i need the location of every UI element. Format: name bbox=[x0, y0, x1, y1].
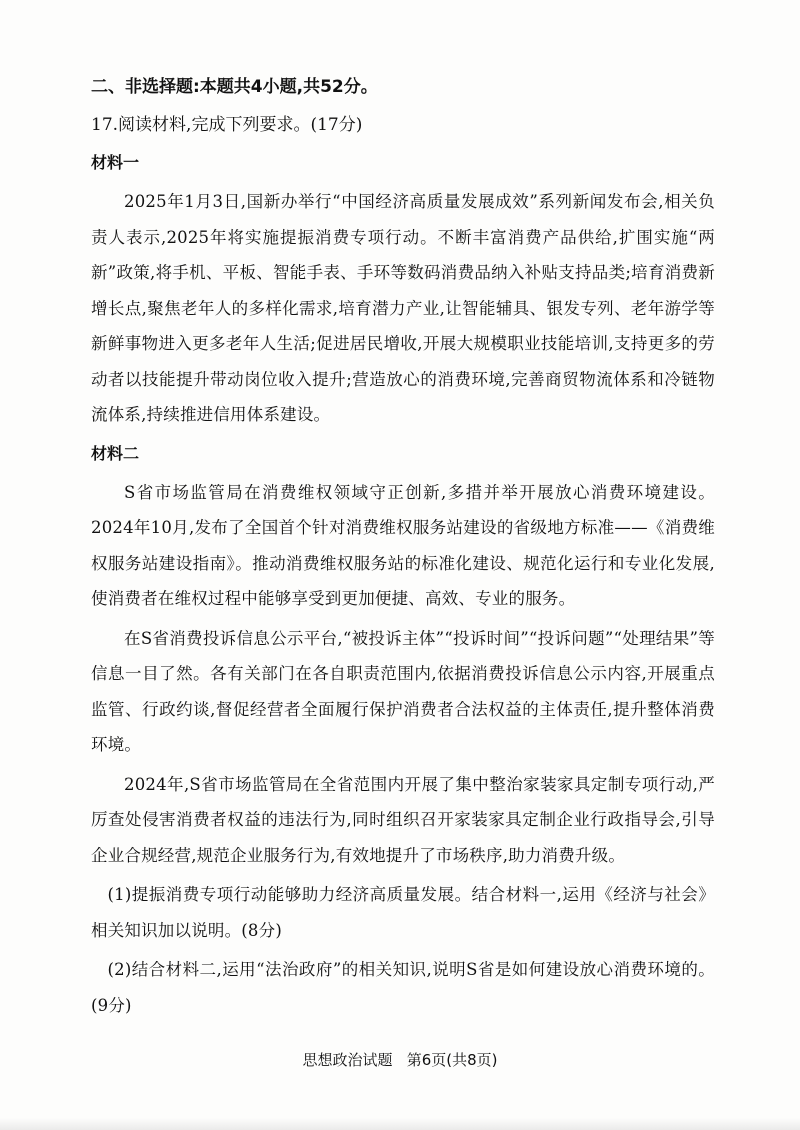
page-footer: 思想政治试题 第6页(共8页) bbox=[302, 1051, 498, 1069]
material-1-label: 材料一 bbox=[91, 153, 140, 172]
material-2-label: 材料二 bbox=[91, 443, 140, 463]
sub-question-2: (2)结合材料二,运用“法治政府”的相关知识,说明S省是如何建设放心消费环境的。(9分) bbox=[91, 960, 715, 1015]
scan-edge-shadow bbox=[0, 1118, 800, 1130]
page-content bbox=[91, 70, 715, 1027]
sub-question-1: (1)提振消费专项行动能够助力经济高质量发展。结合材料一,运用《经济与社会》相关知识加以说明。(8分) bbox=[91, 885, 715, 940]
material-1-paragraph: 2025年1月3日,国新办举行“中国经济高质量发展成效”系列新闻发布会,相关负责人表示,2025年将实施提振消费专项行动。不断丰富消费产品供给,扩围实施“两新”政策,将手机、平板、智能手表、手环等数码消费品纳入补贴支持品类;培育消费新增长点,聚焦老年人的多样化需求,培育潜力产业,让智能辅具、银发专列、老年游学等新鲜事物进入更多老年人生活;促进居民增收,开展大规模职业技能培训,支持更多的劳动者以技能提升带动岗位收入提升;营造放心的消费环境,完善商贸物流体系和冷链物流体系,持续推进信用体系建设。 bbox=[91, 192, 715, 424]
question-title: 17.阅读材料,完成下列要求。(17分) bbox=[91, 115, 363, 135]
material-2-paragraph-2: 在S省消费投诉信息公示平台,“被投诉主体”“投诉时间”“投诉问题”“处理结果”等信息一目了然。各有关部门在各自职责范围内,依据消费投诉信息公示内容,开展重点监管、行政约谈,督促经营者全面履行保护消费者合法权益的主体责任,提升整体消费环境。 bbox=[91, 628, 715, 754]
material-2-paragraph-3: 2024年,S省市场监管局在全省范围内开展了集中整治家装家具定制专项行动,严厉查处侵害消费者权益的违法行为,同时组织召开家装家具定制企业行政指导会,引导企业合规经营,规范企业服务行为,有效地提升了市场秩序,助力消费升级。 bbox=[91, 774, 715, 865]
material-2-paragraph-1: S省市场监管局在消费维权领域守正创新,多措并举开展放心消费环境建设。2024年10月,发布了全国首个针对消费维权服务站建设的省级地方标准——《消费维权服务站建设指南》。推动消费维权服务站的标准化建设、规范化运行和专业化发展,使消费者在维权过程中能够享受到更加便捷、高效、专业的服务。 bbox=[91, 482, 715, 608]
section-heading: 二、非选择题:本题共4小题,共52分。 bbox=[91, 77, 378, 97]
